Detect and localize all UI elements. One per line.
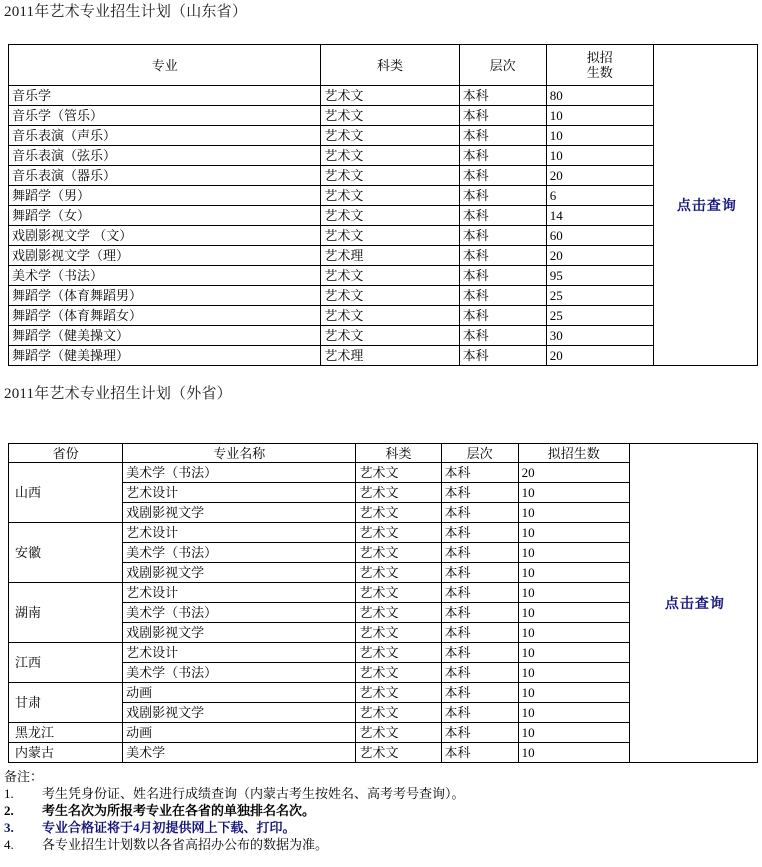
table-row — [9, 186, 758, 206]
cell-level: 本科 — [441, 523, 518, 543]
note-text: 专业合格证将于4月初提供网上下载、打印。 — [42, 820, 296, 835]
cell-major: 音乐学 — [9, 86, 321, 106]
cell-quota: 10 — [518, 523, 629, 543]
table-row — [9, 306, 758, 326]
note-item — [4, 785, 754, 802]
cell-major: 音乐学（管乐） — [9, 106, 321, 126]
cell-major: 音乐表演（声乐） — [9, 126, 321, 146]
cell-category: 艺术文 — [356, 663, 441, 683]
cell-quota: 60 — [546, 226, 653, 246]
cell-category: 艺术文 — [356, 503, 441, 523]
notes-heading: 备注： — [4, 769, 44, 784]
table-row — [9, 166, 758, 186]
note-number: 4. — [4, 837, 14, 852]
cell-level: 本科 — [459, 106, 546, 126]
shandong-plan-table — [8, 44, 758, 366]
header-quota: 拟招生数 — [518, 444, 629, 463]
cell-category: 艺术文 — [321, 146, 459, 166]
cell-category: 艺术文 — [321, 286, 459, 306]
cell-quota: 10 — [546, 146, 653, 166]
query-link-other-provinces[interactable]: 点击查询 — [664, 594, 725, 611]
cell-category: 艺术文 — [321, 266, 459, 286]
cell-level: 本科 — [441, 603, 518, 623]
cell-quota: 10 — [518, 723, 629, 743]
cell-major: 舞蹈学（女） — [9, 206, 321, 226]
header-category: 科类 — [321, 45, 459, 86]
cell-quota: 80 — [546, 86, 653, 106]
cell-province: 内蒙古 — [9, 743, 123, 763]
cell-level: 本科 — [459, 226, 546, 246]
cell-level: 本科 — [459, 186, 546, 206]
header-province: 省份 — [9, 444, 123, 463]
cell-level: 本科 — [459, 346, 546, 366]
cell-major: 音乐表演（器乐） — [9, 166, 321, 186]
header-level: 层次 — [441, 444, 518, 463]
cell-quota: 10 — [546, 106, 653, 126]
query-link-shandong[interactable]: 点击查询 — [676, 196, 737, 213]
page-title-shandong: 2011年艺术专业招生计划（山东省） — [4, 4, 248, 20]
header-category: 科类 — [356, 444, 441, 463]
cell-quota: 10 — [518, 643, 629, 663]
cell-level: 本科 — [441, 623, 518, 643]
cell-category: 艺术文 — [321, 126, 459, 146]
cell-level: 本科 — [459, 306, 546, 326]
cell-level: 本科 — [459, 246, 546, 266]
header-level: 层次 — [459, 45, 546, 86]
cell-level: 本科 — [459, 126, 546, 146]
cell-level: 本科 — [441, 503, 518, 523]
cell-major: 艺术设计 — [123, 583, 356, 603]
cell-level: 本科 — [459, 286, 546, 306]
cell-level: 本科 — [441, 643, 518, 663]
cell-quota: 10 — [518, 743, 629, 763]
cell-quota: 10 — [518, 623, 629, 643]
query-cell-shandong[interactable] — [653, 45, 757, 366]
cell-major: 音乐表演（弦乐） — [9, 146, 321, 166]
cell-level: 本科 — [441, 663, 518, 683]
cell-level: 本科 — [441, 483, 518, 503]
table-row — [9, 246, 758, 266]
cell-major: 美术学 — [123, 743, 356, 763]
cell-category: 艺术文 — [356, 583, 441, 603]
table-row — [9, 86, 758, 106]
cell-level: 本科 — [441, 683, 518, 703]
cell-province: 湖南 — [9, 583, 123, 643]
cell-province: 黑龙江 — [9, 723, 123, 743]
cell-category: 艺术文 — [321, 206, 459, 226]
cell-category: 艺术文 — [321, 186, 459, 206]
cell-major: 美术学（书法） — [9, 266, 321, 286]
cell-category: 艺术文 — [321, 166, 459, 186]
note-text: 考生凭身份证、姓名进行成绩查询（内蒙古考生按姓名、高考考号查询）。 — [42, 786, 465, 801]
cell-major: 舞蹈学（健美操文） — [9, 326, 321, 346]
cell-quota: 20 — [546, 166, 653, 186]
cell-quota: 10 — [518, 503, 629, 523]
cell-level: 本科 — [441, 743, 518, 763]
cell-quota: 10 — [546, 126, 653, 146]
cell-major: 舞蹈学（体育舞蹈男） — [9, 286, 321, 306]
cell-level: 本科 — [441, 703, 518, 723]
cell-quota: 25 — [546, 306, 653, 326]
cell-major: 舞蹈学（健美操理） — [9, 346, 321, 366]
cell-category: 艺术文 — [356, 543, 441, 563]
note-item — [4, 819, 754, 836]
note-number: 1. — [4, 786, 14, 801]
cell-category: 艺术文 — [321, 106, 459, 126]
cell-level: 本科 — [441, 563, 518, 583]
note-text: 考生名次为所报考专业在各省的单独排名名次。 — [42, 803, 316, 818]
cell-level: 本科 — [459, 266, 546, 286]
cell-category: 艺术文 — [356, 623, 441, 643]
header-major: 专业 — [9, 45, 321, 86]
note-item — [4, 802, 754, 819]
page-title-other-provinces: 2011年艺术专业招生计划（外省） — [4, 386, 232, 402]
cell-category: 艺术理 — [321, 346, 459, 366]
cell-category: 艺术理 — [321, 246, 459, 266]
note-number: 3. — [4, 820, 14, 835]
cell-quota: 6 — [546, 186, 653, 206]
cell-category: 艺术文 — [356, 643, 441, 663]
cell-level: 本科 — [441, 543, 518, 563]
cell-province: 安徽 — [9, 523, 123, 583]
cell-major: 动画 — [123, 683, 356, 703]
cell-quota: 10 — [518, 603, 629, 623]
cell-level: 本科 — [441, 463, 518, 483]
cell-category: 艺术文 — [321, 306, 459, 326]
cell-major: 戏剧影视文学 — [123, 503, 356, 523]
table-row — [9, 146, 758, 166]
other-provinces-plan-table — [8, 443, 758, 763]
cell-quota: 10 — [518, 663, 629, 683]
table-row — [9, 226, 758, 246]
footer-notes — [4, 768, 754, 853]
cell-major: 美术学（书法） — [123, 603, 356, 623]
cell-category: 艺术文 — [356, 463, 441, 483]
cell-major: 戏剧影视文学（理） — [9, 246, 321, 266]
cell-major: 艺术设计 — [123, 523, 356, 543]
cell-province: 山西 — [9, 463, 123, 523]
cell-quota: 95 — [546, 266, 653, 286]
cell-category: 艺术文 — [321, 86, 459, 106]
header-major: 专业名称 — [123, 444, 356, 463]
cell-major: 舞蹈学（体育舞蹈女） — [9, 306, 321, 326]
cell-category: 艺术文 — [356, 603, 441, 623]
cell-major: 动画 — [123, 723, 356, 743]
table-row — [9, 326, 758, 346]
cell-level: 本科 — [459, 206, 546, 226]
cell-major: 戏剧影视文学 — [123, 703, 356, 723]
cell-level: 本科 — [459, 166, 546, 186]
cell-level: 本科 — [459, 146, 546, 166]
cell-category: 艺术文 — [356, 483, 441, 503]
cell-major: 戏剧影视文学 （文） — [9, 226, 321, 246]
cell-quota: 10 — [518, 703, 629, 723]
cell-category: 艺术文 — [356, 743, 441, 763]
cell-category: 艺术文 — [356, 683, 441, 703]
cell-level: 本科 — [459, 86, 546, 106]
cell-major: 美术学（书法） — [123, 543, 356, 563]
cell-category: 艺术文 — [356, 563, 441, 583]
table-row — [9, 286, 758, 306]
table-header-row — [9, 45, 758, 86]
cell-major: 戏剧影视文学 — [123, 623, 356, 643]
table-row — [9, 266, 758, 286]
cell-quota: 20 — [518, 463, 629, 483]
cell-province: 甘肃 — [9, 683, 123, 723]
cell-quota: 10 — [518, 583, 629, 603]
cell-province: 江西 — [9, 643, 123, 683]
cell-category: 艺术文 — [321, 226, 459, 246]
cell-level: 本科 — [459, 326, 546, 346]
cell-quota: 25 — [546, 286, 653, 306]
notes-list — [4, 785, 754, 853]
table-header-row — [9, 444, 758, 463]
table-row — [9, 206, 758, 226]
cell-quota: 10 — [518, 483, 629, 503]
header-quota: 拟招 生数 — [546, 45, 653, 86]
cell-category: 艺术文 — [321, 326, 459, 346]
cell-quota: 20 — [546, 246, 653, 266]
cell-major: 艺术设计 — [123, 483, 356, 503]
cell-category: 艺术文 — [356, 523, 441, 543]
cell-quota: 10 — [518, 563, 629, 583]
cell-category: 艺术文 — [356, 723, 441, 743]
cell-level: 本科 — [441, 723, 518, 743]
cell-quota: 10 — [518, 683, 629, 703]
cell-major: 舞蹈学（男） — [9, 186, 321, 206]
cell-major: 美术学（书法） — [123, 663, 356, 683]
cell-major: 美术学（书法） — [123, 463, 356, 483]
cell-level: 本科 — [441, 583, 518, 603]
table-row — [9, 106, 758, 126]
cell-quota: 10 — [518, 543, 629, 563]
cell-quota: 14 — [546, 206, 653, 226]
cell-quota: 20 — [546, 346, 653, 366]
table-row — [9, 346, 758, 366]
note-number: 2. — [4, 803, 14, 818]
cell-category: 艺术文 — [356, 703, 441, 723]
cell-major: 艺术设计 — [123, 643, 356, 663]
cell-quota: 30 — [546, 326, 653, 346]
table-row — [9, 126, 758, 146]
query-cell-other-provinces[interactable] — [629, 444, 757, 763]
note-text: 各专业招生计划数以各省高招办公布的数据为准。 — [42, 837, 329, 852]
note-item — [4, 836, 754, 853]
cell-major: 戏剧影视文学 — [123, 563, 356, 583]
